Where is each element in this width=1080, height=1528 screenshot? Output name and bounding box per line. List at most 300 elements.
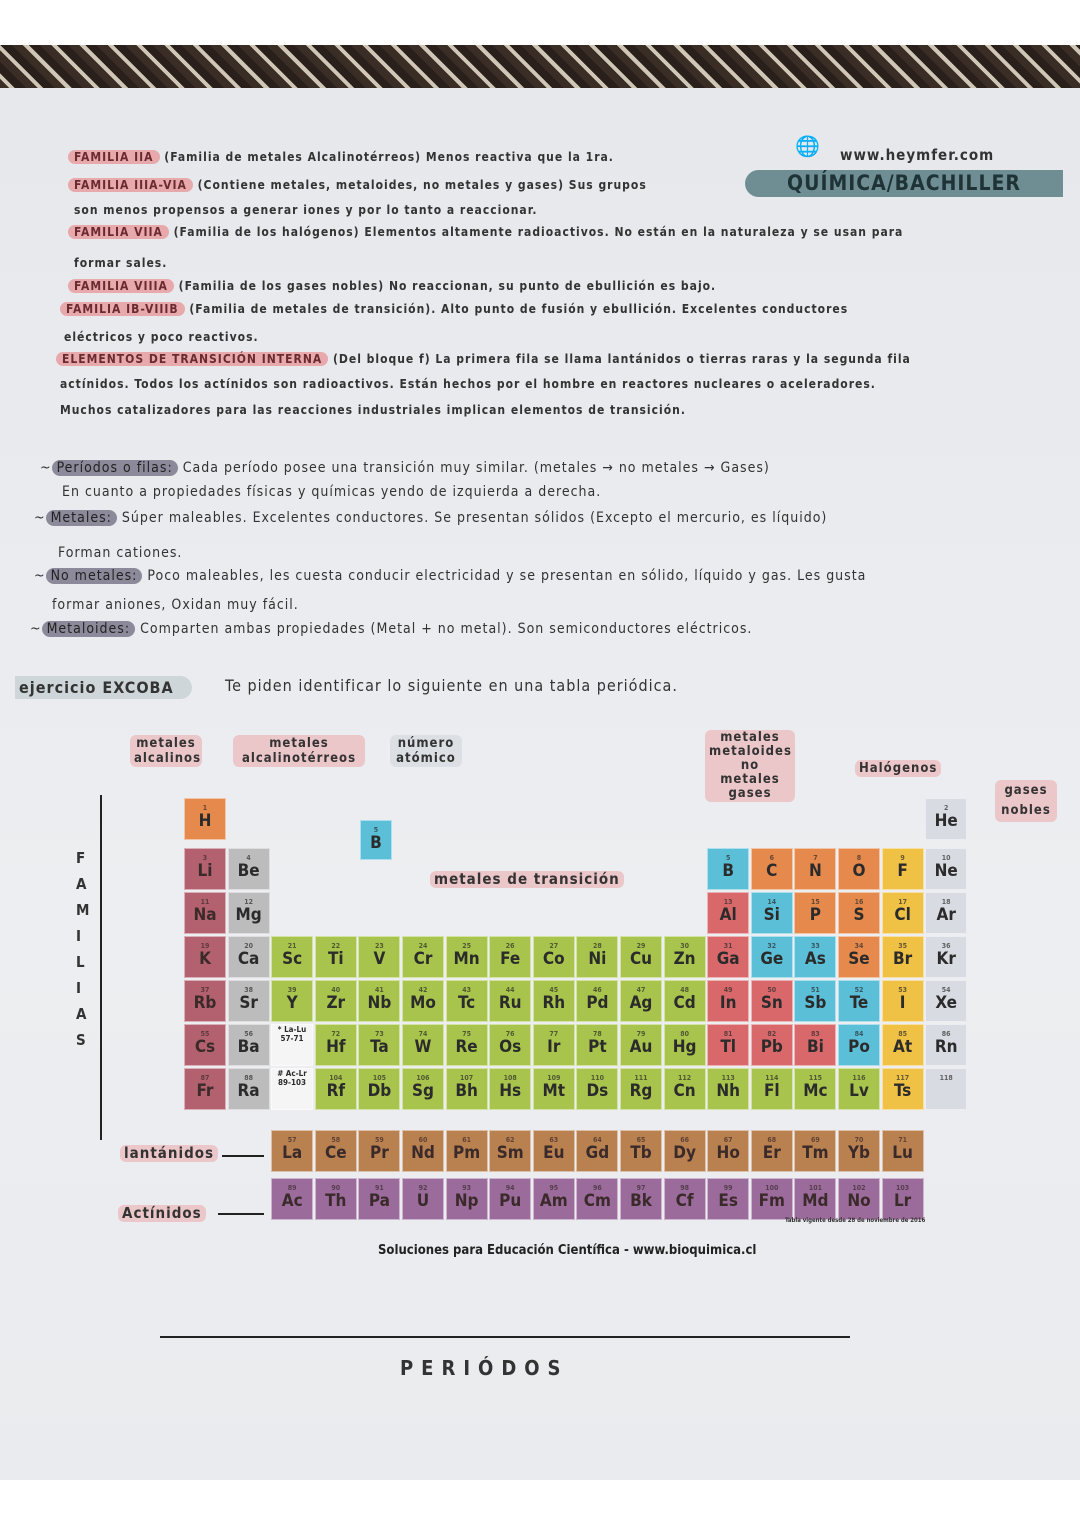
element-symbol: Hs — [499, 1081, 522, 1101]
atomic-number: 4 — [246, 854, 251, 862]
note-tag: FAMILIA IIA — [68, 150, 160, 164]
element-symbol: Th — [325, 1191, 347, 1211]
element-symbol: Kr — [936, 949, 956, 969]
property-line — [62, 484, 601, 500]
element-cell — [271, 980, 313, 1022]
element-cell — [533, 936, 575, 978]
atomic-number: 25 — [462, 942, 471, 950]
atomic-number: 74 — [418, 1030, 428, 1038]
element-symbol: Na — [193, 905, 217, 925]
atomic-number: 73 — [375, 1030, 384, 1038]
element-cell — [184, 848, 226, 890]
element-symbol: Te — [849, 993, 869, 1013]
element-cell — [838, 848, 880, 890]
atomic-number: 31 — [723, 942, 733, 950]
actinidos-arrow — [218, 1213, 264, 1215]
element-cell — [751, 1068, 793, 1110]
globe-icon: 🌐 — [795, 134, 821, 158]
element-cell — [576, 1178, 618, 1220]
element-cell — [315, 1178, 357, 1220]
element-symbol: Es — [718, 1191, 738, 1211]
label-transicion: metales de transición — [430, 871, 624, 888]
element-cell — [358, 936, 400, 978]
element-cell — [228, 848, 270, 890]
atomic-number: 36 — [941, 942, 951, 950]
property-tag: Metales: — [46, 510, 117, 526]
element-cell — [838, 936, 880, 978]
element-symbol: Cr — [413, 949, 433, 969]
atomic-number: 111 — [634, 1074, 648, 1082]
element-symbol: Ni — [588, 949, 607, 969]
subject-banner: QUÍMICA/BACHILLER — [745, 170, 1063, 197]
element-symbol: S — [853, 905, 865, 925]
element-cell — [402, 936, 444, 978]
note-text: (Familia de metales Alcalinotérreos) Menos reactiva que la 1ra. — [164, 150, 614, 164]
element-symbol: Sg — [412, 1081, 434, 1101]
element-cell — [707, 1178, 749, 1220]
element-symbol: O — [852, 861, 866, 881]
element-cell — [925, 936, 967, 978]
atomic-number: 92 — [418, 1184, 428, 1192]
atomic-number: 22 — [331, 942, 341, 950]
element-cell — [794, 1068, 836, 1110]
element-cell — [882, 848, 924, 890]
element-symbol: Cf — [675, 1191, 694, 1211]
element-cell — [358, 1130, 400, 1172]
element-symbol: Tc — [457, 993, 476, 1013]
atomic-number: 26 — [505, 942, 515, 950]
element-cell — [184, 798, 226, 840]
element-cell — [489, 936, 531, 978]
element-symbol: F — [897, 861, 908, 881]
element-symbol: Po — [848, 1037, 870, 1057]
atomic-number: 33 — [811, 942, 820, 950]
table-credit: Soluciones para Educación Científica - www.bioquimica.cl — [378, 1243, 757, 1258]
lanthanide-marker: * La-Lu 57-71 — [271, 1024, 313, 1066]
element-cell — [794, 1130, 836, 1172]
element-cell — [882, 1178, 924, 1220]
note-tag: ELEMENTOS DE TRANSICIÓN INTERNA — [56, 352, 328, 366]
atomic-number: 13 — [723, 898, 733, 906]
label-alcalinos: metales alcalinos — [130, 735, 202, 767]
atomic-number: 112 — [678, 1074, 692, 1082]
atomic-number: 70 — [854, 1136, 864, 1144]
atomic-number: 93 — [462, 1184, 471, 1192]
element-symbol: Ru — [498, 993, 522, 1013]
element-cell — [838, 980, 880, 1022]
element-symbol: P — [809, 905, 821, 925]
property-text: Cada período posee una transición muy similar. (metales → no metales → Gases) — [182, 460, 770, 476]
atomic-number: 62 — [505, 1136, 515, 1144]
note-text: Muchos catalizadores para las reacciones industriales implican elementos de transición. — [60, 403, 686, 417]
atomic-number: 78 — [593, 1030, 602, 1038]
element-cell — [882, 936, 924, 978]
element-cell — [925, 1068, 967, 1110]
element-symbol: Al — [719, 905, 737, 925]
atomic-number: 83 — [811, 1030, 820, 1038]
label-lantanidos: lantánidos — [120, 1145, 218, 1162]
element-cell — [184, 1024, 226, 1066]
property-text: formar aniones, Oxidan muy fácil. — [52, 597, 299, 613]
element-symbol: Mt — [542, 1081, 566, 1101]
site-url: www.heymfer.com — [840, 146, 995, 164]
atomic-number: 58 — [331, 1136, 341, 1144]
element-symbol: Yb — [847, 1143, 871, 1163]
atomic-number: 67 — [723, 1136, 733, 1144]
note-line — [60, 377, 876, 391]
element-symbol: Ag — [629, 993, 653, 1013]
label-alcalinoterreos: metales alcalinotérreos — [233, 735, 365, 767]
element-symbol: Ca — [237, 949, 260, 969]
atomic-number: 71 — [898, 1136, 907, 1144]
element-symbol: Rg — [629, 1081, 653, 1101]
element-cell — [533, 1178, 575, 1220]
atomic-number: 59 — [375, 1136, 384, 1144]
atomic-number: 55 — [200, 1030, 210, 1038]
element-cell — [620, 1068, 662, 1110]
element-cell — [794, 936, 836, 978]
atomic-number: 47 — [636, 986, 646, 994]
note-line — [74, 256, 167, 270]
element-symbol: Cm — [583, 1191, 611, 1211]
element-cell — [751, 1178, 793, 1220]
element-symbol: Rh — [542, 993, 566, 1013]
atomic-number: 19 — [200, 942, 210, 950]
note-tag: FAMILIA IIIA-VIA — [68, 178, 193, 192]
element-symbol: B — [722, 861, 735, 881]
element-cell — [489, 1024, 531, 1066]
note-line — [68, 225, 903, 239]
periodos-arrow — [160, 1336, 850, 1338]
element-symbol: Cu — [629, 949, 653, 969]
atomic-number: 107 — [460, 1074, 474, 1082]
element-symbol: Tm — [802, 1143, 829, 1163]
element-cell — [402, 1024, 444, 1066]
element-symbol: Np — [454, 1191, 479, 1211]
element-cell — [925, 892, 967, 934]
note-tag: FAMILIA VIIA — [68, 225, 169, 239]
element-symbol: Pd — [586, 993, 609, 1013]
atomic-number: 40 — [331, 986, 341, 994]
atomic-number: 1 — [202, 804, 208, 812]
element-cell — [838, 1024, 880, 1066]
element-symbol: Pm — [453, 1143, 481, 1163]
atomic-number: 87 — [200, 1074, 210, 1082]
element-cell — [228, 1024, 270, 1066]
element-cell — [664, 1130, 706, 1172]
atomic-number: 21 — [287, 942, 297, 950]
element-symbol: Xe — [935, 993, 958, 1013]
element-symbol: He — [934, 811, 958, 831]
element-cell — [184, 980, 226, 1022]
element-symbol: Ar — [936, 905, 956, 925]
element-cell — [446, 936, 488, 978]
element-cell — [446, 1024, 488, 1066]
element-symbol: I — [899, 993, 906, 1013]
note-tag: FAMILIA VIIIA — [68, 279, 174, 293]
element-symbol: Fm — [758, 1191, 785, 1211]
element-symbol: Lv — [849, 1081, 869, 1101]
element-symbol: As — [804, 949, 826, 969]
atomic-number: 89 — [287, 1184, 297, 1192]
atomic-number: 79 — [636, 1030, 646, 1038]
element-symbol: Rf — [326, 1081, 346, 1101]
element-cell — [228, 1068, 270, 1110]
property-text: Comparten ambas propiedades (Metal + no metal). Son semiconductores eléctricos. — [140, 621, 753, 637]
atomic-number: 82 — [767, 1030, 777, 1038]
atomic-number: 65 — [636, 1136, 646, 1144]
property-line: ~ No metales: Poco maleables, les cuesta conducir electricidad y se presentan en sólido, líquido y gas. Les gusta — [34, 568, 867, 584]
property-tag: No metales: — [46, 568, 143, 584]
atomic-number: 50 — [767, 986, 777, 994]
atomic-number: 116 — [852, 1074, 866, 1082]
atomic-number: 110 — [590, 1074, 604, 1082]
element-cell — [358, 980, 400, 1022]
atomic-number: 114 — [765, 1074, 779, 1082]
element-symbol: Bh — [455, 1081, 478, 1101]
atomic-number: 14 — [767, 898, 777, 906]
note-text: son menos propensos a generar iones y por lo tanto a reaccionar. — [74, 203, 538, 217]
note-text: (Familia de metales de transición). Alto punto de fusión y ebullición. Excelentes conductores — [189, 302, 849, 316]
element-symbol: Ba — [237, 1037, 260, 1057]
familias-arrow — [100, 795, 102, 1140]
element-cell — [707, 936, 749, 978]
note-line — [60, 302, 848, 316]
element-cell — [402, 1130, 444, 1172]
element-symbol: V — [373, 949, 386, 969]
element-symbol: Sb — [804, 993, 827, 1013]
element-cell — [794, 848, 836, 890]
element-symbol: Md — [802, 1191, 829, 1211]
atomic-number: 51 — [811, 986, 820, 994]
element-symbol: In — [719, 993, 737, 1013]
element-cell — [576, 936, 618, 978]
element-symbol: Mc — [803, 1081, 828, 1101]
element-symbol: Ts — [893, 1081, 912, 1101]
element-cell — [620, 980, 662, 1022]
element-cell — [271, 1178, 313, 1220]
atomic-number: 101 — [808, 1184, 822, 1192]
element-symbol: Pu — [499, 1191, 522, 1211]
element-symbol: Ac — [281, 1191, 303, 1211]
atomic-number: 106 — [416, 1074, 430, 1082]
atomic-number: 75 — [462, 1030, 471, 1038]
element-cell — [315, 1130, 357, 1172]
atomic-number: 117 — [896, 1074, 910, 1082]
lantanidos-arrow — [222, 1155, 264, 1157]
element-symbol: Ho — [716, 1143, 740, 1163]
element-cell — [446, 1178, 488, 1220]
atomic-number: 72 — [331, 1030, 341, 1038]
element-symbol: Ti — [327, 949, 344, 969]
atomic-number: 103 — [896, 1184, 910, 1192]
element-symbol: Sm — [496, 1143, 524, 1163]
element-cell — [228, 936, 270, 978]
element-cell — [882, 1130, 924, 1172]
element-symbol: Pb — [760, 1037, 783, 1057]
atomic-number: 24 — [418, 942, 428, 950]
element-cell — [707, 892, 749, 934]
atomic-number: 38 — [244, 986, 253, 994]
element-cell — [533, 1130, 575, 1172]
element-cell — [751, 1130, 793, 1172]
element-cell — [489, 1130, 531, 1172]
element-symbol: Am — [539, 1191, 568, 1211]
element-cell — [576, 980, 618, 1022]
label-numero-atomico: número atómico — [390, 735, 462, 767]
atomic-number: 105 — [372, 1074, 386, 1082]
element-symbol: Nd — [411, 1143, 435, 1163]
property-tag: Períodos o filas: — [52, 460, 178, 476]
label-bloque-p: metales metaloides no metales gases — [705, 730, 795, 802]
element-symbol: Lr — [893, 1191, 912, 1211]
element-symbol: Cn — [673, 1081, 696, 1101]
element-cell — [794, 980, 836, 1022]
element-cell — [751, 1024, 793, 1066]
element-symbol: Fr — [196, 1081, 214, 1101]
element-cell — [838, 1178, 880, 1220]
element-cell — [489, 980, 531, 1022]
element-symbol: Ds — [586, 1081, 609, 1101]
element-symbol: K — [199, 949, 211, 969]
element-cell — [664, 1024, 706, 1066]
element-symbol: Mo — [410, 993, 436, 1013]
element-cell — [664, 1068, 706, 1110]
element-cell — [751, 848, 793, 890]
atomic-number: 18 — [941, 898, 951, 906]
atomic-number: 34 — [854, 942, 864, 950]
atomic-number: 48 — [680, 986, 689, 994]
note-line — [68, 150, 614, 164]
element-cell — [402, 1068, 444, 1110]
atomic-number: 56 — [244, 1030, 253, 1038]
atomic-number: 118 — [939, 1074, 953, 1082]
element-symbol: No — [847, 1191, 871, 1211]
note-text: eléctricos y poco reactivos. — [64, 330, 259, 344]
property-text: Súper maleables. Excelentes conductores. Se presentan sólidos (Excepto el mercurio, es líquido) — [121, 510, 828, 526]
element-cell — [576, 1130, 618, 1172]
element-symbol: Rb — [193, 993, 217, 1013]
element-symbol: Au — [629, 1037, 653, 1057]
element-symbol: Ga — [716, 949, 740, 969]
atomic-number: 37 — [200, 986, 210, 994]
element-cell — [925, 848, 967, 890]
element-symbol: Nb — [367, 993, 392, 1013]
element-symbol: Dy — [673, 1143, 696, 1163]
legend-example-cell: 5 B — [360, 820, 392, 860]
element-cell — [707, 980, 749, 1022]
property-text: En cuanto a propiedades físicas y químicas yendo de izquierda a derecha. — [62, 484, 602, 500]
atomic-number: 30 — [680, 942, 689, 950]
element-cell — [533, 1068, 575, 1110]
note-text: (Familia de los gases nobles) No reaccionan, su punto de ebullición es bajo. — [178, 279, 717, 293]
element-symbol: Fl — [763, 1081, 780, 1101]
element-cell — [707, 1024, 749, 1066]
element-symbol: Os — [499, 1037, 522, 1057]
element-symbol: H — [198, 811, 212, 831]
property-tag: Metaloides: — [42, 621, 136, 637]
element-cell — [402, 980, 444, 1022]
element-cell — [664, 980, 706, 1022]
atomic-number: 28 — [593, 942, 602, 950]
element-symbol: Ra — [237, 1081, 260, 1101]
element-cell — [707, 848, 749, 890]
atomic-number: 98 — [680, 1184, 689, 1192]
element-symbol: W — [414, 1037, 432, 1057]
element-cell — [446, 980, 488, 1022]
element-symbol: Bk — [630, 1191, 652, 1211]
element-cell — [184, 892, 226, 934]
property-line — [52, 597, 299, 613]
element-cell — [751, 936, 793, 978]
element-cell — [271, 1130, 313, 1172]
element-cell — [271, 936, 313, 978]
atomic-number: 100 — [765, 1184, 779, 1192]
element-cell — [576, 1024, 618, 1066]
atomic-number: 66 — [680, 1136, 689, 1144]
element-cell — [315, 1024, 357, 1066]
property-line: ~ Metaloides: Comparten ambas propiedades (Metal + no metal). Son semiconductores eléctricos. — [30, 621, 753, 637]
atomic-number: 45 — [549, 986, 559, 994]
element-cell — [664, 936, 706, 978]
element-symbol: Nh — [716, 1081, 741, 1101]
atomic-number: 76 — [505, 1030, 515, 1038]
element-cell — [882, 1068, 924, 1110]
note-line — [64, 330, 259, 344]
atomic-number: 35 — [898, 942, 907, 950]
atomic-number: 2 — [943, 804, 949, 812]
element-symbol: Tb — [630, 1143, 652, 1163]
atomic-number: 23 — [375, 942, 384, 950]
element-symbol: Br — [892, 949, 913, 969]
element-symbol: Gd — [585, 1143, 610, 1163]
atomic-number: 84 — [854, 1030, 864, 1038]
element-symbol: Zr — [326, 993, 346, 1013]
atomic-number: 15 — [811, 898, 820, 906]
atomic-number: 113 — [721, 1074, 735, 1082]
element-cell — [794, 892, 836, 934]
element-cell — [358, 1068, 400, 1110]
element-cell — [228, 892, 270, 934]
atomic-number: 99 — [723, 1184, 733, 1192]
atomic-number: 32 — [767, 942, 777, 950]
note-line — [68, 178, 647, 192]
label-gases-nobles: gases nobles — [995, 780, 1057, 822]
atomic-number: 5 — [725, 854, 731, 862]
element-cell — [838, 892, 880, 934]
element-cell — [184, 1068, 226, 1110]
atomic-number: 52 — [854, 986, 864, 994]
atomic-number: 43 — [462, 986, 471, 994]
property-text: Forman cationes. — [58, 545, 183, 561]
table-validity: Tabla vigente desde 28 de noviembre de 2016 — [785, 1217, 926, 1224]
background-carpet — [0, 45, 1080, 90]
element-cell — [751, 892, 793, 934]
element-cell — [576, 1068, 618, 1110]
element-symbol: Bi — [806, 1037, 824, 1057]
element-cell — [707, 1068, 749, 1110]
label-actinidos: Actínidos — [118, 1205, 206, 1222]
note-text: formar sales. — [74, 256, 168, 270]
atomic-number: 42 — [418, 986, 428, 994]
note-text: (Contiene metales, metaloides, no metales y gases) Sus grupos — [197, 178, 647, 192]
property-line — [58, 545, 182, 561]
atomic-number: 104 — [329, 1074, 343, 1082]
atomic-number: 81 — [723, 1030, 733, 1038]
note-line — [60, 403, 686, 417]
atomic-number: 90 — [331, 1184, 341, 1192]
element-cell — [446, 1068, 488, 1110]
